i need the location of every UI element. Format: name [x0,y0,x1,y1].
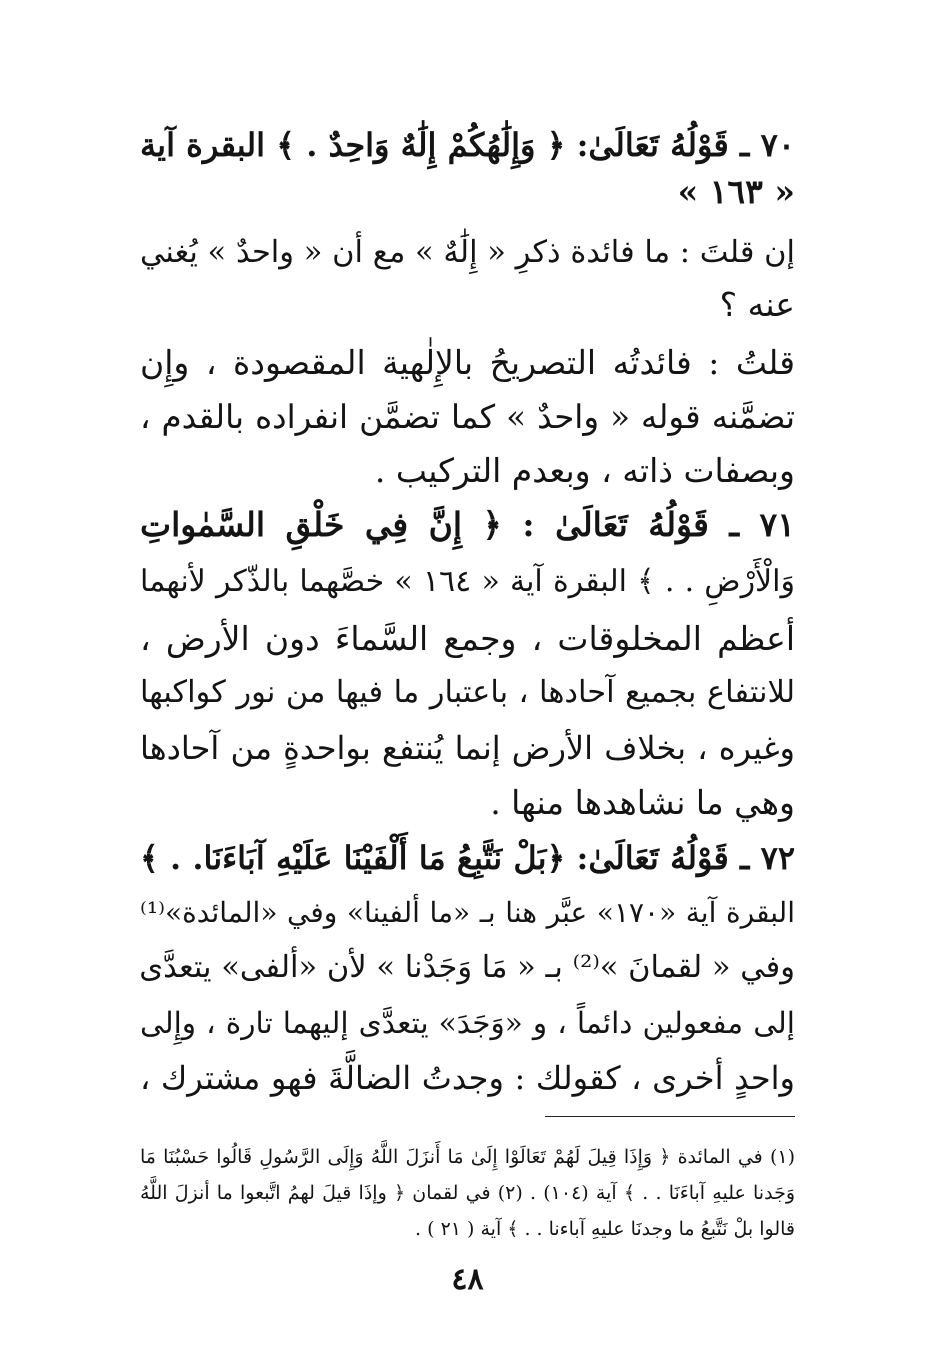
body-line: ٧٠ ـ قَوْلُهُ تَعَالَىٰ: ﴿ وَإِلَٰهُكُمْ إِلَٰهٌ وَاحِدٌ . ﴾ البقرة آية [140,126,796,164]
body-line: « ١٦٣ » [677,172,795,211]
body-line: وبصفات ذاته ، وبعدم التركيب . [374,451,795,490]
body-line: إن قلتَ : ما فائدة ذكرِ « إِلَٰهٌ » مع أن « واحدٌ » يُغني [140,235,795,270]
body-line: ٧١ ـ قَوْلُهُ تَعَالَىٰ : ﴿ إِنَّ فِي خَلْقِ السَّمٰواتِ [140,505,795,544]
body-line: ٧٢ ـ قَوْلُهُ تَعَالَىٰ: ﴿بَلْ نَتَّبِعُ مَا أَلْفَيْنَا عَلَيْهِ آبَاءَنَا. . ﴾ [140,839,795,877]
body-line: البقرة آية «١٧٠» عبَّر هنا بـ «ما ألفينا» وفي «المائدة»⁽¹⁾ [140,896,795,929]
body-line: واحدٍ أخرى ، كقولك : وجدتُ الضالَّةَ فهو مشترك ، [140,1059,795,1097]
body-line: وفي « لقمانَ »⁽²⁾ بـ « مَا وَجَدْنا » لأن «ألفى» يتعدَّى [139,950,795,985]
body-line: للانتفاع بجميع آحادها ، باعتبار ما فيها من نور كواكبها [140,675,795,710]
body-line: إلى مفعولين دائماً ، و «وَجَدَ» يتعدَّى إليهما تارة ، وإِلى [140,1006,795,1040]
body-line: أعظم المخلوقات ، وجمع السَّماءَ دون الأرض ، [140,619,795,658]
body-line: وهي ما نشاهدها منها . [490,783,795,822]
footnote-separator [545,1116,795,1117]
page-number: ٤٨ [451,1262,484,1297]
book-page [140,0,795,1372]
footnote-line: قالوا بلْ نَتَّبعُ ما وجدنَا عليهِ آباءنا . . ﴾ آية ( ٢١ ) . [415,1218,795,1240]
footnote-line: وَجَدنا عليهِ آباءَنَا . . ﴾ آية (١٠٤) . (٢) في لقمان ﴿ وإذَا قيلَ لهمُ اتَّبعوا ما أنزلَ اللَّهُ [140,1182,795,1204]
body-line: وغيره ، بخلاف الأرض إنما يُنتفع بواحدةٍ من آحادها [140,729,795,767]
body-line: تضمَّنه قوله « واحدٌ » كما تضمَّن انفراده بالقدم ، [140,398,795,436]
footnote-line: (١) في المائدة ﴿ وَإِذَا قِيلَ لَهُمْ تَعَالَوْا إِلَىٰ مَا أَنزَلَ اللَّهُ وَإِلَى الرَّسُولِ قَالُوا حَسْبُنَا مَا [140,1146,795,1168]
body-line: قلتُ : فائدتُه التصريحُ بالإِلٰهية المقصودة ، وإِن [140,343,795,382]
body-line: وَالْأَرْضِ . . ﴾ البقرة آية « ١٦٤ » خصَّهما بالذّكر لأنهما [140,564,795,599]
body-line: عنه ؟ [719,285,795,324]
